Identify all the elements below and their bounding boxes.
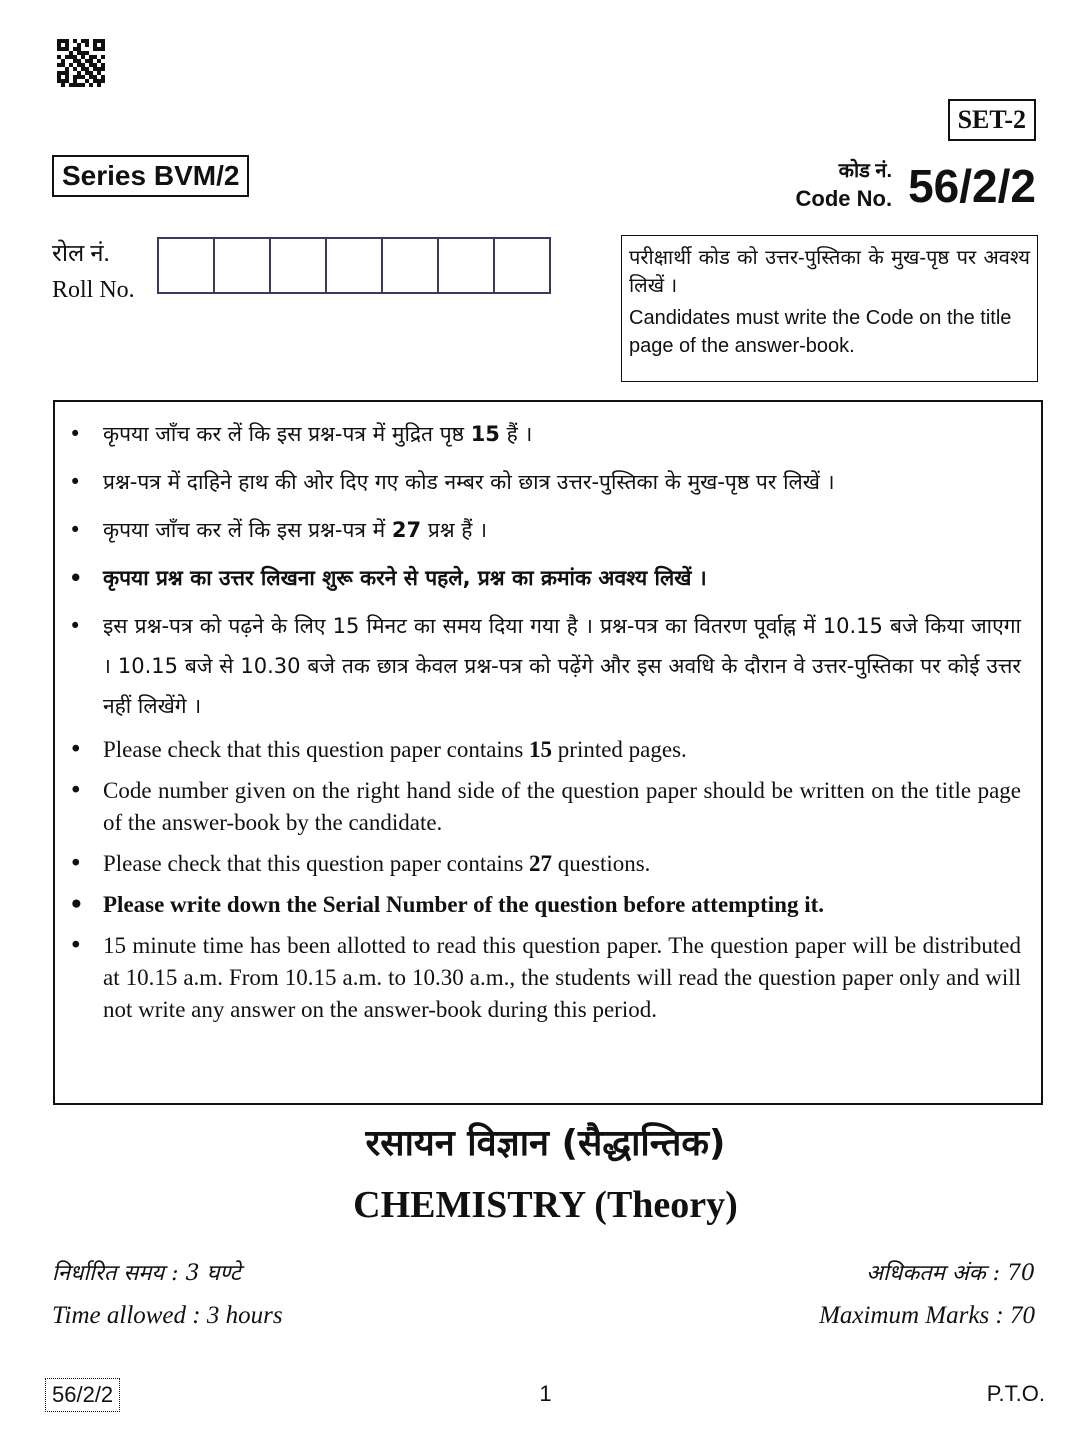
roll-digit-box[interactable] [271, 239, 327, 292]
footer-code: 56/2/2 [45, 1378, 120, 1412]
candidate-note-box [621, 235, 1038, 382]
instruction-item: • Code number given on the right hand side of the question paper should be written on the title page of the answer-book by the candidate. [103, 775, 1021, 839]
roll-digit-box[interactable] [215, 239, 271, 292]
code-label-hindi: कोड नं. [838, 160, 893, 182]
maximum-marks-hindi: अधिकतम अंक : 70 [866, 1261, 1035, 1286]
subject-title-english: CHEMISTRY (Theory) [353, 1184, 738, 1226]
instruction-item: • कृपया जाँच कर लें कि इस प्रश्न-पत्र में मुद्रित पृष्ठ 15 हैं । [103, 414, 1021, 454]
instruction-item: • इस प्रश्न-पत्र को पढ़ने के लिए 15 मिनट का समय दिया गया है । प्रश्न-पत्र का वितरण पूर्वाह्न में 10.15 बजे किया जाएगा । 10.15 बजे से 10.30 बजे तक छात्र केवल प्रश्न-पत्र को पढ़ेंगे और इस अवधि के दौरान वे उत्तर-पुस्तिका पर कोई उत्तर नहीं लिखेंगे । [103, 606, 1021, 726]
roll-digit-box[interactable] [495, 239, 549, 292]
note-hindi: परीक्षार्थी कोड को उत्तर-पुस्तिका के मुख-पृष्ठ पर अवश्य लिखें । [629, 247, 1030, 297]
please-turn-over: P.T.O. [986, 1381, 1045, 1406]
qr-code-icon [57, 39, 105, 87]
roll-label-hindi: रोल नं. [52, 241, 110, 267]
instruction-item: • कृपया जाँच कर लें कि इस प्रश्न-पत्र में 27 प्रश्न हैं । [103, 510, 1021, 550]
roll-digit-box[interactable] [439, 239, 495, 292]
instruction-item: • प्रश्न-पत्र में दाहिने हाथ की ओर दिए गए कोड नम्बर को छात्र उत्तर-पुस्तिका के मुख-पृष्ठ पर लिखें । [103, 462, 1021, 502]
roll-digit-box[interactable] [327, 239, 383, 292]
note-english: Candidates must write the Code on the title page of the answer-book. [629, 307, 1012, 357]
roll-digit-box[interactable] [159, 239, 215, 292]
time-allowed-hindi: निर्धारित समय : 3 घण्टे [52, 1261, 241, 1286]
code-number-block [796, 158, 1036, 214]
instruction-item: • कृपया प्रश्न का उत्तर लिखना शुरू करने से पहले, प्रश्न का क्रमांक अवश्य लिखें । [103, 558, 1021, 598]
instructions-box [53, 400, 1043, 1105]
instruction-item: • Please check that this question paper contains 15 printed pages. [103, 734, 1021, 766]
instruction-item: • Please check that this question paper contains 27 questions. [103, 848, 1021, 880]
series-label: Series BVM/2 [52, 155, 249, 197]
time-allowed-english: Time allowed : 3 hours [52, 1302, 283, 1329]
roll-digit-box[interactable] [383, 239, 439, 292]
instruction-item: • Please write down the Serial Number of the question before attempting it. [103, 889, 1021, 921]
maximum-marks-english: Maximum Marks : 70 [819, 1302, 1035, 1329]
subject-title-hindi: रसायन विज्ञान (सैद्धान्तिक) [365, 1123, 726, 1164]
set-label: SET-2 [948, 99, 1036, 141]
roll-label-english: Roll No. [52, 277, 135, 303]
roll-number-label [52, 236, 135, 308]
instructions-list [55, 402, 1041, 1026]
code-label-english: Code No. [795, 186, 893, 211]
instruction-item: • 15 minute time has been allotted to read this question paper. The question paper will be distributed at 10.15 a.m. From 10.15 a.m. to 10.30 a.m., the students will read the question paper only and will not write any answer on the answer-book during this period. [103, 930, 1021, 1026]
code-number: 56/2/2 [908, 160, 1036, 212]
page-number: 1 [539, 1381, 552, 1406]
roll-number-boxes[interactable] [157, 237, 551, 294]
